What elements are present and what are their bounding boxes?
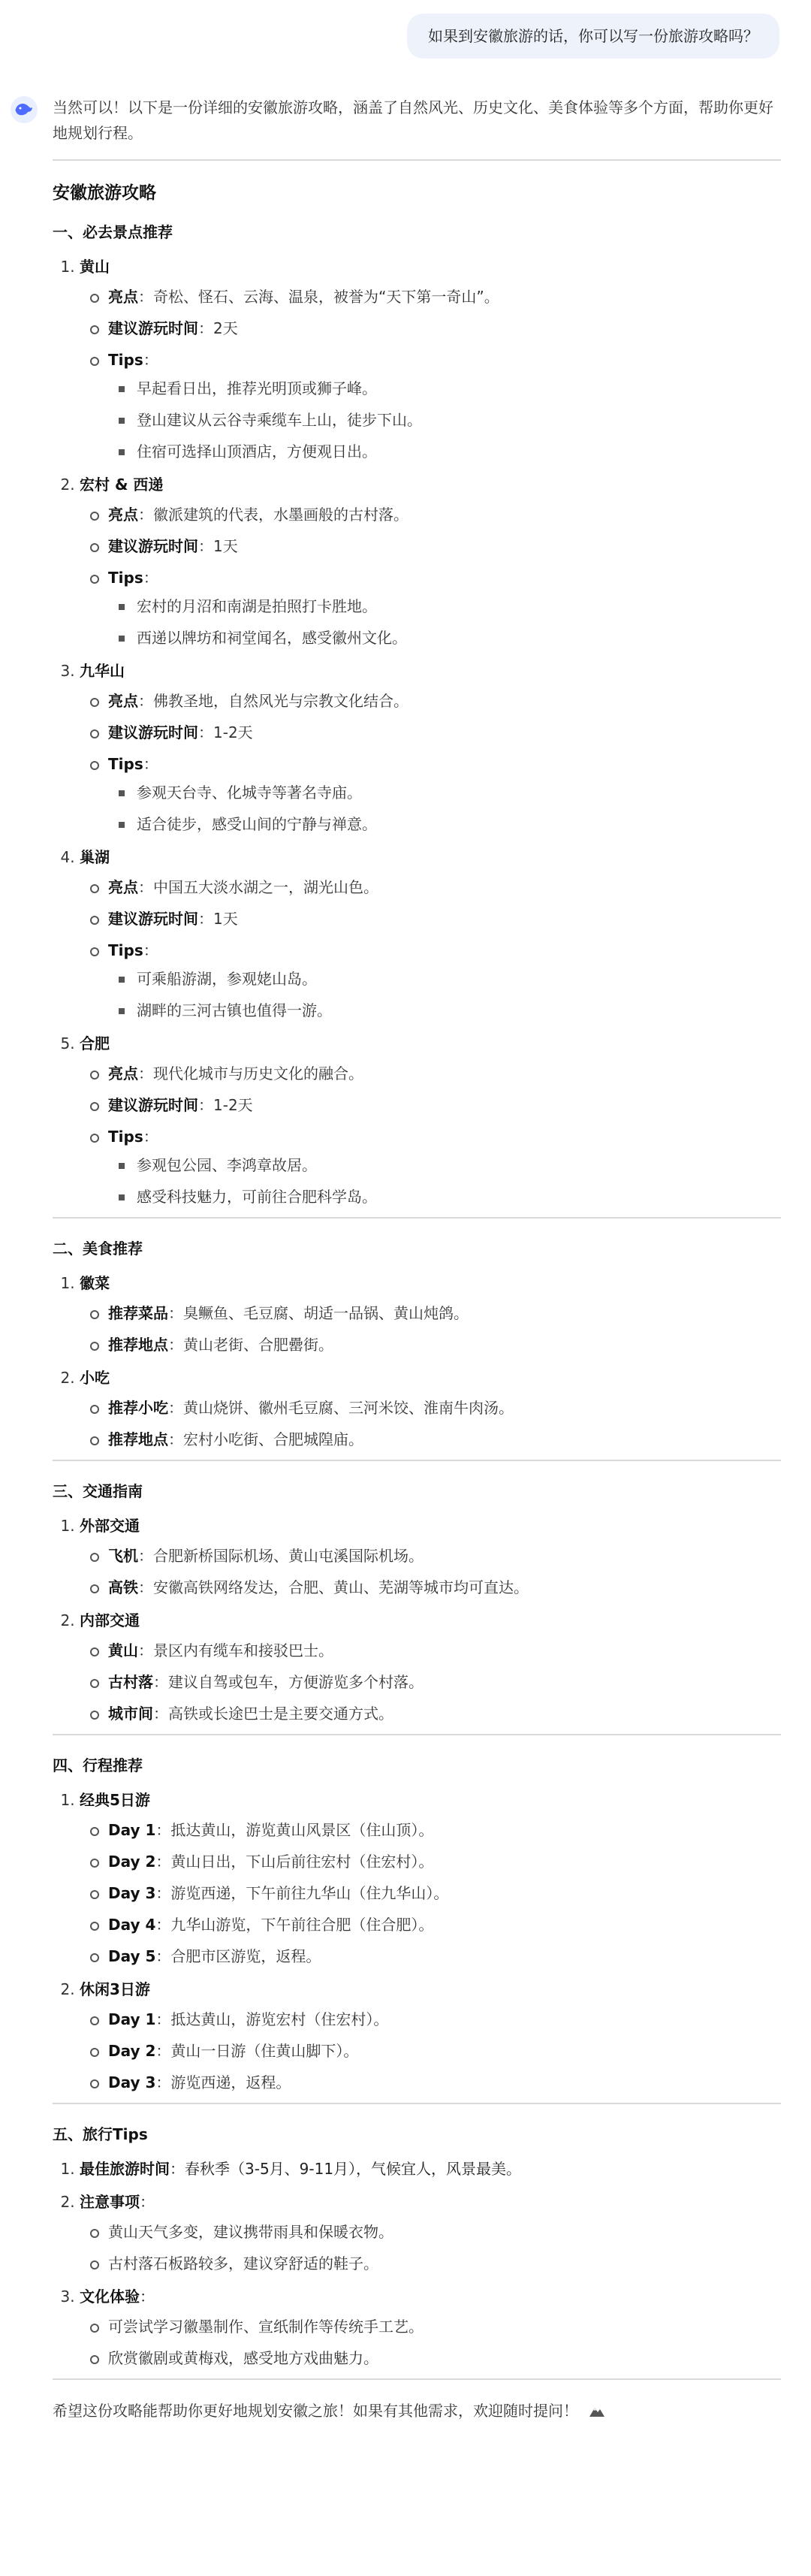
- tip-item: 适合徒步，感受山间的宁静与禅意。: [137, 811, 781, 837]
- detail-text: ：景区内有缆车和接驳巴士。: [138, 1641, 333, 1659]
- detail-text: ：宏村小吃街、合肥城隍庙。: [168, 1430, 363, 1448]
- detail-label: Tips: [108, 569, 143, 587]
- section-title-tips: 五、旅行Tips: [53, 2125, 148, 2143]
- detail-label: Tips: [108, 755, 143, 773]
- food-details: [80, 1395, 781, 1452]
- detail-text: ：1天: [198, 537, 238, 555]
- attractions-list: [53, 254, 781, 1209]
- detail-label: 建议游玩时间: [108, 723, 198, 741]
- itinerary-name: 经典5日游: [80, 1791, 150, 1809]
- detail-row: [108, 1332, 781, 1357]
- detail-row: [108, 1427, 781, 1452]
- day-row: [108, 1880, 781, 1906]
- day-row: [108, 1849, 781, 1874]
- day-text: ：抵达黄山，游览黄山风景区（住山顶）。: [155, 1821, 434, 1839]
- tips-list: [108, 1152, 781, 1209]
- travel-tip-item: [80, 2284, 781, 2371]
- tip-text: ：: [140, 2193, 155, 2211]
- detail-label: Tips: [108, 1128, 143, 1146]
- detail-tips: [108, 1124, 781, 1209]
- food-details: [80, 1300, 781, 1357]
- detail-label: 建议游玩时间: [108, 319, 198, 337]
- travel-tip-item: [80, 2189, 781, 2276]
- section-title-attractions: 一、必去景点推荐: [53, 223, 173, 241]
- tip-detail: 可尝试学习徽墨制作、宣纸制作等传统手工艺。: [108, 2314, 781, 2339]
- transport-name: 内部交通: [80, 1611, 140, 1629]
- detail-text: ：奇松、怪石、云海、温泉，被誉为“天下第一奇山”。: [138, 288, 499, 306]
- tip-text: ：春秋季（3-5月、9-11月），气候宜人，风景最美。: [170, 2160, 522, 2178]
- intro-paragraph: 当然可以！以下是一份详细的安徽旅游攻略，涵盖了自然风光、历史文化、美食体验等多个方面，帮助你更好地规划行程。: [53, 98, 773, 142]
- detail-text: ：: [143, 941, 158, 959]
- food-list: [53, 1270, 781, 1452]
- itinerary-item: [80, 1977, 781, 2095]
- attraction-name: 合肥: [80, 1034, 110, 1052]
- attraction-details: [80, 284, 781, 464]
- detail-label: 亮点: [108, 878, 138, 896]
- tip-text: ：: [140, 2288, 155, 2306]
- detail-text: ：中国五大淡水湖之一，湖光山色。: [138, 878, 378, 896]
- section-title-itinerary: 四、行程推荐: [53, 1756, 143, 1774]
- tip-detail: 古村落石板路较多，建议穿舒适的鞋子。: [108, 2251, 781, 2276]
- attraction-details: [80, 1061, 781, 1209]
- transport-list: [53, 1513, 781, 1726]
- tip-item: 湖畔的三河古镇也值得一游。: [137, 998, 781, 1023]
- day-row: [108, 1912, 781, 1937]
- day-row: [108, 1943, 781, 1969]
- detail-label: 建议游玩时间: [108, 1096, 198, 1114]
- tips-list: [108, 593, 781, 651]
- tip-label: 注意事项: [80, 2193, 140, 2211]
- attraction-details: [80, 502, 781, 651]
- detail-label: 建议游玩时间: [108, 537, 198, 555]
- tip-item: 参观天台寺、化城寺等著名寺庙。: [137, 780, 781, 805]
- food-item: [80, 1270, 781, 1357]
- tip-item: 早起看日出，推荐光明顶或狮子峰。: [137, 376, 781, 401]
- detail-text: ：: [143, 569, 158, 587]
- whale-logo-icon: [14, 101, 34, 118]
- detail-tips: [108, 565, 781, 651]
- day-text: ：黄山日出，下山后前往宏村（住宏村）。: [155, 1853, 434, 1871]
- detail-highlight: [108, 688, 781, 714]
- detail-time: [108, 533, 781, 559]
- attraction-item: [80, 844, 781, 1023]
- day-text: ：游览西递，下午前往九华山（住九华山）。: [155, 1884, 449, 1902]
- detail-row: [108, 1669, 781, 1695]
- mountain-icon: [589, 2399, 605, 2425]
- tip-detail: 黄山天气多变，建议携带雨具和保暖衣物。: [108, 2219, 781, 2245]
- attraction-item: [80, 658, 781, 837]
- closing-paragraph: [53, 2398, 781, 2425]
- detail-label: Tips: [108, 941, 143, 959]
- detail-text: ：黄山烧饼、徽州毛豆腐、三河米饺、淮南牛肉汤。: [168, 1399, 514, 1417]
- detail-label: Tips: [108, 351, 143, 369]
- divider: [53, 2103, 781, 2104]
- tip-label: 文化体验: [80, 2288, 140, 2306]
- detail-label: 建议游玩时间: [108, 910, 198, 928]
- detail-row: [108, 1300, 781, 1326]
- detail-row: [108, 1701, 781, 1726]
- detail-label: 推荐小吃: [108, 1399, 168, 1417]
- itinerary-name: 休闲3日游: [80, 1980, 150, 1998]
- detail-row: [108, 1575, 781, 1600]
- tip-item: 西递以牌坊和祠堂闻名，感受徽州文化。: [137, 625, 781, 651]
- closing-text: 希望这份攻略能帮助你更好地规划安徽之旅！如果有其他需求，欢迎随时提问！: [53, 2402, 578, 2420]
- transport-details: [80, 1543, 781, 1600]
- day-label: Day 3: [108, 2073, 156, 2091]
- doc-title: 安徽旅游攻略: [53, 183, 156, 203]
- tips-list: [108, 780, 781, 837]
- detail-text: ：1-2天: [198, 1096, 253, 1114]
- detail-label: 城市间: [108, 1705, 153, 1723]
- detail-highlight: [108, 1061, 781, 1086]
- itinerary-item: [80, 1787, 781, 1969]
- tip-detail: 欣赏徽剧或黄梅戏，感受地方戏曲魅力。: [108, 2345, 781, 2371]
- day-text: ：九华山游览，下午前往合肥（住合肥）。: [155, 1916, 434, 1934]
- transport-name: 外部交通: [80, 1517, 140, 1535]
- detail-text: ：1-2天: [198, 723, 253, 741]
- assistant-answer: [53, 95, 781, 2425]
- tip-item: 参观包公园、李鸿章故居。: [137, 1152, 781, 1178]
- detail-text: ：高铁或长途巴士是主要交通方式。: [153, 1705, 393, 1723]
- divider: [53, 1217, 781, 1219]
- tip-label: 最佳旅游时间: [80, 2160, 170, 2178]
- day-text: ：抵达黄山，游览宏村（住宏村）。: [155, 2010, 389, 2028]
- day-label: Day 2: [108, 1853, 156, 1871]
- tip-item: 可乘船游湖，参观姥山岛。: [137, 966, 781, 992]
- day-text: ：合肥市区游览，返程。: [155, 1947, 321, 1965]
- detail-label: 推荐地点: [108, 1336, 168, 1354]
- detail-text: ：臭鳜鱼、毛豆腐、胡适一品锅、黄山炖鸽。: [168, 1304, 469, 1322]
- detail-text: ：: [143, 755, 158, 773]
- travel-tip-item: [80, 2156, 781, 2182]
- detail-row: [108, 1395, 781, 1421]
- detail-row: [108, 1543, 781, 1569]
- detail-label: 黄山: [108, 1641, 138, 1659]
- day-label: Day 2: [108, 2042, 156, 2060]
- divider: [53, 1460, 781, 1461]
- detail-label: 亮点: [108, 692, 138, 710]
- attraction-name: 黄山: [80, 258, 110, 276]
- attraction-name: 宏村 & 西递: [80, 476, 164, 494]
- tip-item: 住宿可选择山顶酒店，方便观日出。: [137, 439, 781, 464]
- attraction-details: [80, 874, 781, 1023]
- attraction-name: 巢湖: [80, 848, 110, 866]
- detail-time: [108, 906, 781, 932]
- divider: [53, 2378, 781, 2380]
- attraction-details: [80, 688, 781, 837]
- tip-item: 宏村的月沼和南湖是拍照打卡胜地。: [137, 593, 781, 619]
- tip-details: [80, 2314, 781, 2371]
- itinerary-list: [53, 1787, 781, 2095]
- detail-tips: [108, 347, 781, 464]
- detail-row: [108, 1638, 781, 1663]
- transport-item: [80, 1513, 781, 1600]
- section-title-transport: 三、交通指南: [53, 1482, 143, 1500]
- divider: [53, 159, 781, 161]
- tip-details: [80, 2219, 781, 2276]
- detail-text: ：合肥新桥国际机场、黄山屯溪国际机场。: [138, 1547, 424, 1565]
- detail-text: ：1天: [198, 910, 238, 928]
- day-label: Day 1: [108, 2010, 156, 2028]
- attraction-item: [80, 472, 781, 651]
- section-title-food: 二、美食推荐: [53, 1240, 143, 1258]
- detail-text: ：2天: [198, 319, 238, 337]
- divider: [53, 1734, 781, 1735]
- tips-list: [108, 966, 781, 1023]
- detail-label: 亮点: [108, 288, 138, 306]
- day-text: ：游览西递，返程。: [155, 2073, 291, 2091]
- detail-text: ：: [143, 1128, 158, 1146]
- tip-item: 感受科技魅力，可前往合肥科学岛。: [137, 1184, 781, 1209]
- day-row: [108, 2070, 781, 2095]
- itinerary-days: [80, 1817, 781, 1969]
- day-label: Day 1: [108, 1821, 156, 1839]
- detail-text: ：佛教圣地，自然风光与宗教文化结合。: [138, 692, 409, 710]
- detail-highlight: [108, 874, 781, 900]
- day-row: [108, 2038, 781, 2064]
- user-message-text: 如果到安徽旅游的话，你可以写一份旅游攻略吗？: [428, 27, 758, 45]
- day-label: Day 3: [108, 1884, 156, 1902]
- food-item: [80, 1365, 781, 1452]
- detail-text: ：建议自驾或包车，方便游览多个村落。: [153, 1673, 424, 1691]
- attraction-item: [80, 1031, 781, 1209]
- detail-text: ：徽派建筑的代表，水墨画般的古村落。: [138, 506, 409, 524]
- detail-label: 亮点: [108, 506, 138, 524]
- detail-time: [108, 316, 781, 341]
- detail-label: 推荐地点: [108, 1430, 168, 1448]
- detail-label: 古村落: [108, 1673, 153, 1691]
- tip-item: 登山建议从云谷寺乘缆车上山，徒步下山。: [137, 407, 781, 433]
- day-label: Day 5: [108, 1947, 156, 1965]
- tips-list: [108, 376, 781, 464]
- detail-label: 飞机: [108, 1547, 138, 1565]
- detail-text: ：安徽高铁网络发达，合肥、黄山、芜湖等城市均可直达。: [138, 1578, 529, 1596]
- detail-label: 推荐菜品: [108, 1304, 168, 1322]
- travel-tips-list: [53, 2156, 781, 2371]
- detail-highlight: [108, 284, 781, 310]
- detail-time: [108, 720, 781, 745]
- detail-text: ：现代化城市与历史文化的融合。: [138, 1065, 363, 1083]
- day-row: [108, 1817, 781, 1843]
- attraction-name: 九华山: [80, 662, 125, 680]
- day-label: Day 4: [108, 1916, 156, 1934]
- food-name: 小吃: [80, 1369, 110, 1387]
- attraction-item: [80, 254, 781, 464]
- day-row: [108, 2007, 781, 2032]
- detail-label: 高铁: [108, 1578, 138, 1596]
- transport-item: [80, 1608, 781, 1726]
- assistant-avatar: [11, 96, 38, 123]
- detail-tips: [108, 938, 781, 1023]
- transport-details: [80, 1638, 781, 1726]
- detail-text: ：黄山老街、合肥罍街。: [168, 1336, 333, 1354]
- detail-time: [108, 1092, 781, 1118]
- detail-tips: [108, 751, 781, 837]
- itinerary-days: [80, 2007, 781, 2095]
- user-message-bubble: [407, 14, 779, 59]
- detail-label: 亮点: [108, 1065, 138, 1083]
- detail-text: ：: [143, 351, 158, 369]
- day-text: ：黄山一日游（住黄山脚下）。: [155, 2042, 359, 2060]
- detail-highlight: [108, 502, 781, 527]
- food-name: 徽菜: [80, 1274, 110, 1292]
